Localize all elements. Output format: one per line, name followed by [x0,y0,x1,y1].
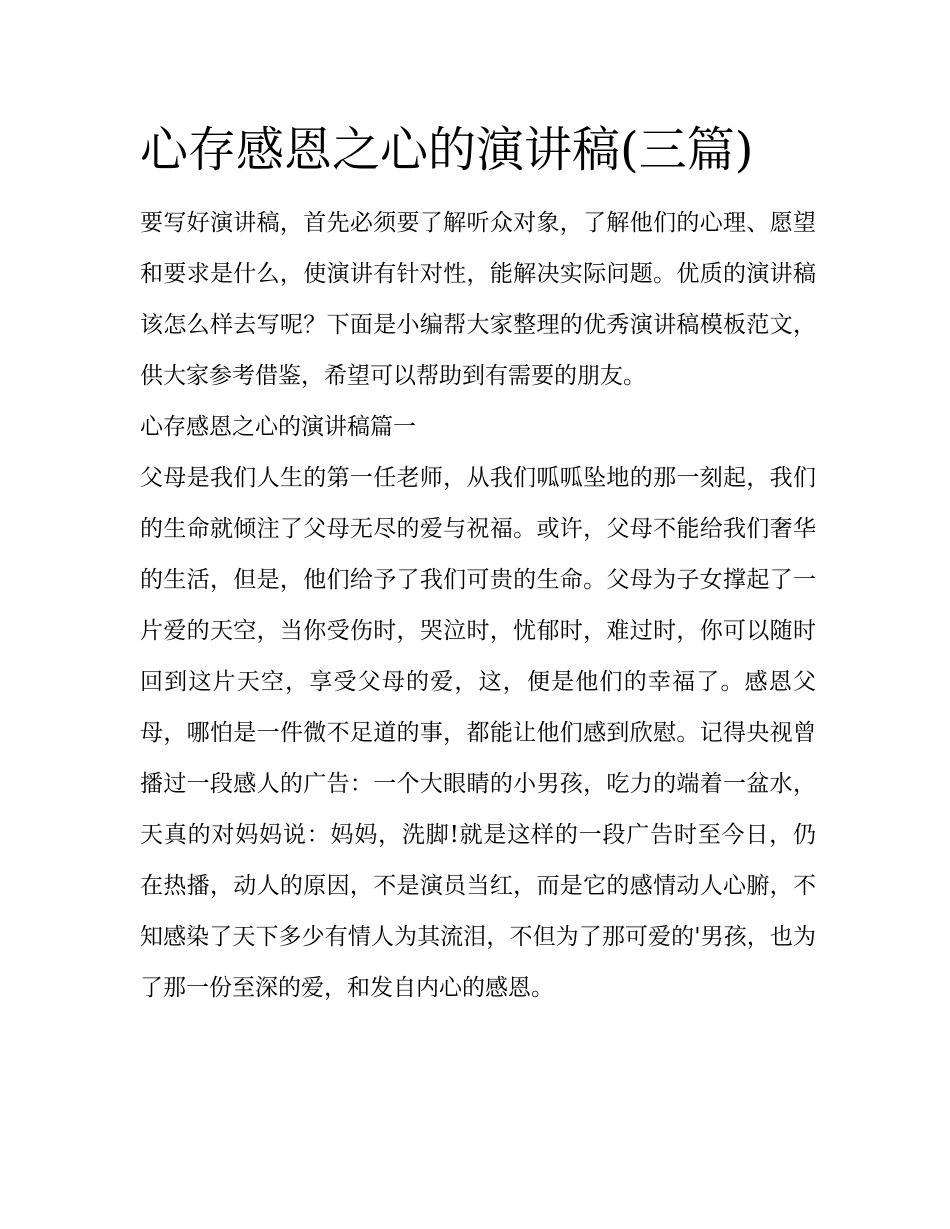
section-heading: 心存感恩之心的演讲稿篇一 [140,414,416,440]
document-title: 心存感恩之心的演讲稿(三篇) [140,122,754,178]
document-body [140,198,816,1014]
intro-paragraph: 要写好演讲稿，首先必须要了解听众对象，了解他们的心理、愿望和要求是什么，使演讲有针对性，能解决实际问题。优质的演讲稿该怎么样去写呢？下面是小编帮大家整理的优秀演讲稿模板范文，供大家参考借鉴，希望可以帮助到有需要的朋友。 [140,210,816,389]
section-paragraph: 父母是我们人生的第一任老师，从我们呱呱坠地的那一刻起，我们的生命就倾注了父母无尽的爱与祝福。或许，父母不能给我们奢华的生活，但是，他们给予了我们可贵的生命。父母为子女撑起了一片爱的天空，当你受伤时，哭泣时，忧郁时，难过时，你可以随时回到这片天空，享受父母的爱，这，便是他们的幸福了。感恩父母，哪怕是一件微不足道的事，都能让他们感到欣慰。记得央视曾播过一段感人的广告：一个大眼睛的小男孩，吃力的端着一盆水，天真的对妈妈说：妈妈，洗脚!就是这样的一段广告时至今日，仍在热播，动人的原因，不是演员当红，而是它的感情动人心腑，不知感染了天下多少有情人为其流泪，不但为了那可爱的'男孩，也为了那一份至深的爱，和发自内心的感恩。 [140,465,816,1001]
